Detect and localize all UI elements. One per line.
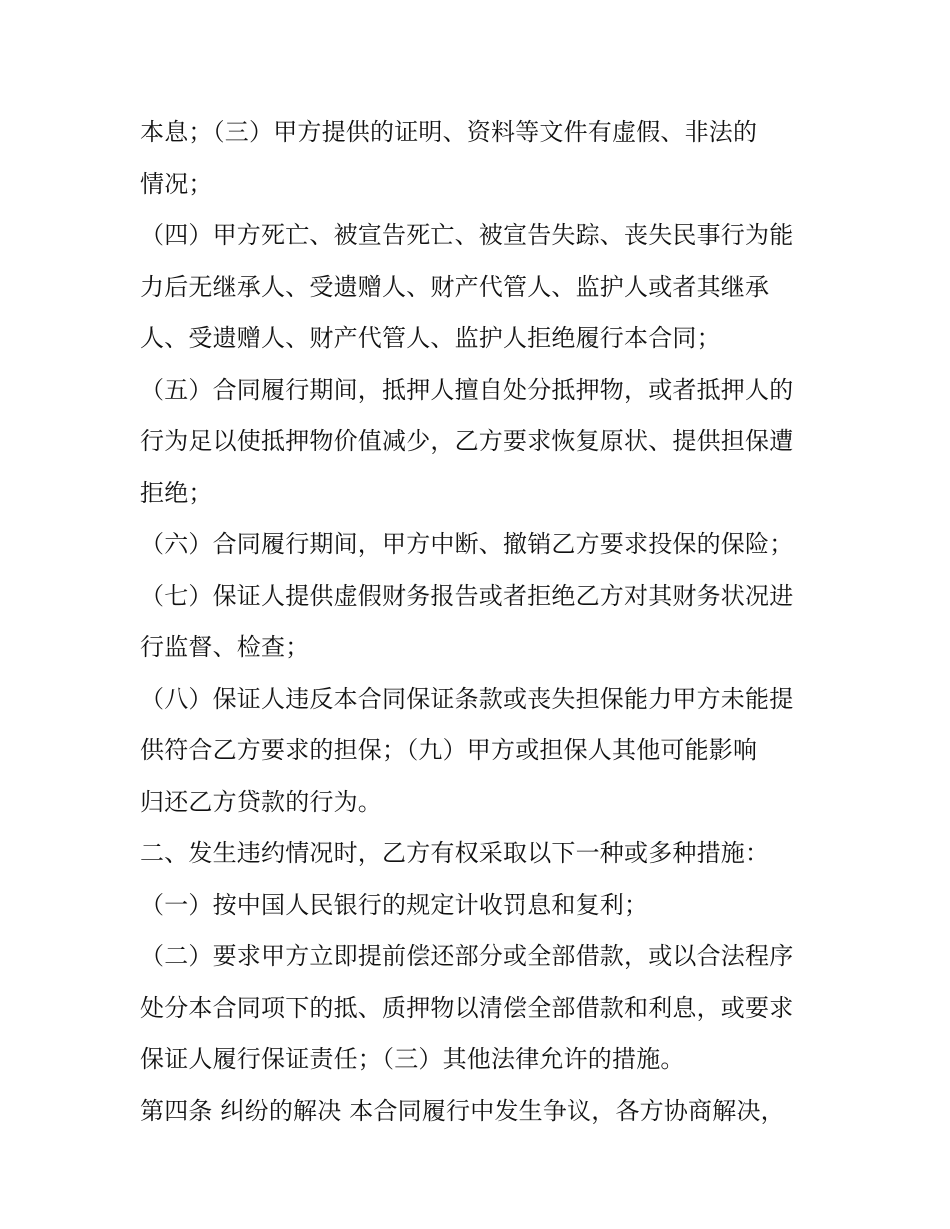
text-line: 处分本合同项下的抵、质押物以清偿全部借款和利息，或要求 [140,993,794,1022]
text-line: 供符合乙方要求的担保；（九）甲方或担保人其他可能影响 [140,736,758,764]
text-line: 本息；（三）甲方提供的证明、资料等文件有虚假、非法的 [140,118,758,146]
text-line: （二）要求甲方立即提前偿还部分或全部借款，或以合法程序 [140,942,794,970]
text-line: 拒绝； [140,478,213,507]
text-line: 力后无继承人、受遗赠人、财产代管人、监护人或者其继承 [140,272,770,301]
text-line: 归还乙方贷款的行为。 [140,787,382,816]
text-line: 行监督、检查； [140,633,310,661]
text-line: 人、受遗赠人、财产代管人、监护人拒绝履行本合同； [140,324,721,352]
contract-body [140,107,820,1137]
text-line: 行为足以使抵押物价值减少，乙方要求恢复原状、提供担保遭 [140,427,794,455]
text-line: （五）合同履行期间，抵押人擅自处分抵押物，或者抵押人的 [140,375,794,404]
text-line: （一）按中国人民银行的规定计收罚息和复利； [140,890,649,919]
text-line: 情况； [140,169,213,198]
text-line: 二、发生违约情况时，乙方有权采取以下一种或多种措施： [140,839,770,867]
text-line: 第四条 纠纷的解决 本合同履行中发生争议，各方协商解决， [140,1096,785,1125]
text-line: （六）合同履行期间，甲方中断、撤销乙方要求投保的保险； [140,530,794,558]
text-line: （七）保证人提供虚假财务报告或者拒绝乙方对其财务状况进 [140,581,794,610]
text-line: （八）保证人违反本合同保证条款或丧失担保能力甲方未能提 [140,684,794,713]
text-line: 保证人履行保证责任；（三）其他法律允许的措施。 [140,1045,685,1073]
text-line: （四）甲方死亡、被宣告死亡、被宣告失踪、丧失民事行为能 [140,221,794,249]
